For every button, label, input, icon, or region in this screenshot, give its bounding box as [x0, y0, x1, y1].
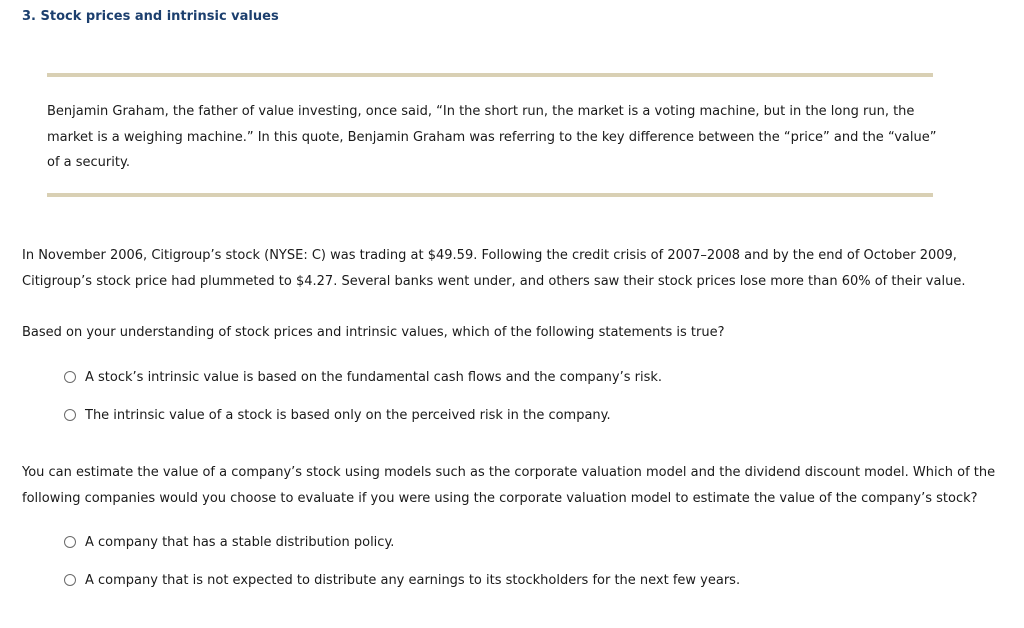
quote-bottom-divider [47, 193, 933, 197]
option-label: A company that is not expected to distribute any earnings to its stockholders for the next few years. [85, 572, 741, 588]
option-label: A company that has a stable distribution policy. [85, 534, 395, 550]
question-title: 3. Stock prices and intrinsic values [22, 9, 279, 24]
radio-button[interactable] [64, 574, 76, 586]
question-prompt-2: You can estimate the value of a company’s stock using models such as the corporate valuation model and the dividend discount model. Which of the following companies would you choose to evaluate if you were using the corporate valuation model to estimate the value of the company’s stock? [22, 465, 996, 506]
citigroup-paragraph: In November 2006, Citigroup’s stock (NYSE: C) was trading at $49.59. Following the credit crisis of 2007–2008 and by the end of October 2009, Citigroup’s stock price had plummeted to $4.27. Several banks went under, and others saw their stock prices lose more than 60% of their value. [22, 248, 966, 289]
answer-option-1b[interactable] [64, 406, 611, 424]
answer-option-2b[interactable] [64, 571, 740, 589]
radio-button[interactable] [64, 536, 76, 548]
option-label: The intrinsic value of a stock is based only on the perceived risk in the company. [85, 407, 611, 423]
radio-button[interactable] [64, 371, 76, 383]
radio-button[interactable] [64, 409, 76, 421]
answer-option-2a[interactable] [64, 533, 394, 551]
quote-top-divider [47, 73, 933, 77]
question-prompt-1: Based on your understanding of stock prices and intrinsic values, which of the following statements is true? [22, 325, 725, 340]
answer-option-1a[interactable] [64, 368, 662, 386]
graham-quote: Benjamin Graham, the father of value investing, once said, “In the short run, the market is a voting machine, but in the long run, the market is a weighing machine.” In this quote, Benjamin Graham was referring to the key difference between the “price” and the “value” of a security. [47, 104, 937, 170]
option-label: A stock’s intrinsic value is based on the fundamental cash flows and the company’s risk. [85, 369, 663, 385]
